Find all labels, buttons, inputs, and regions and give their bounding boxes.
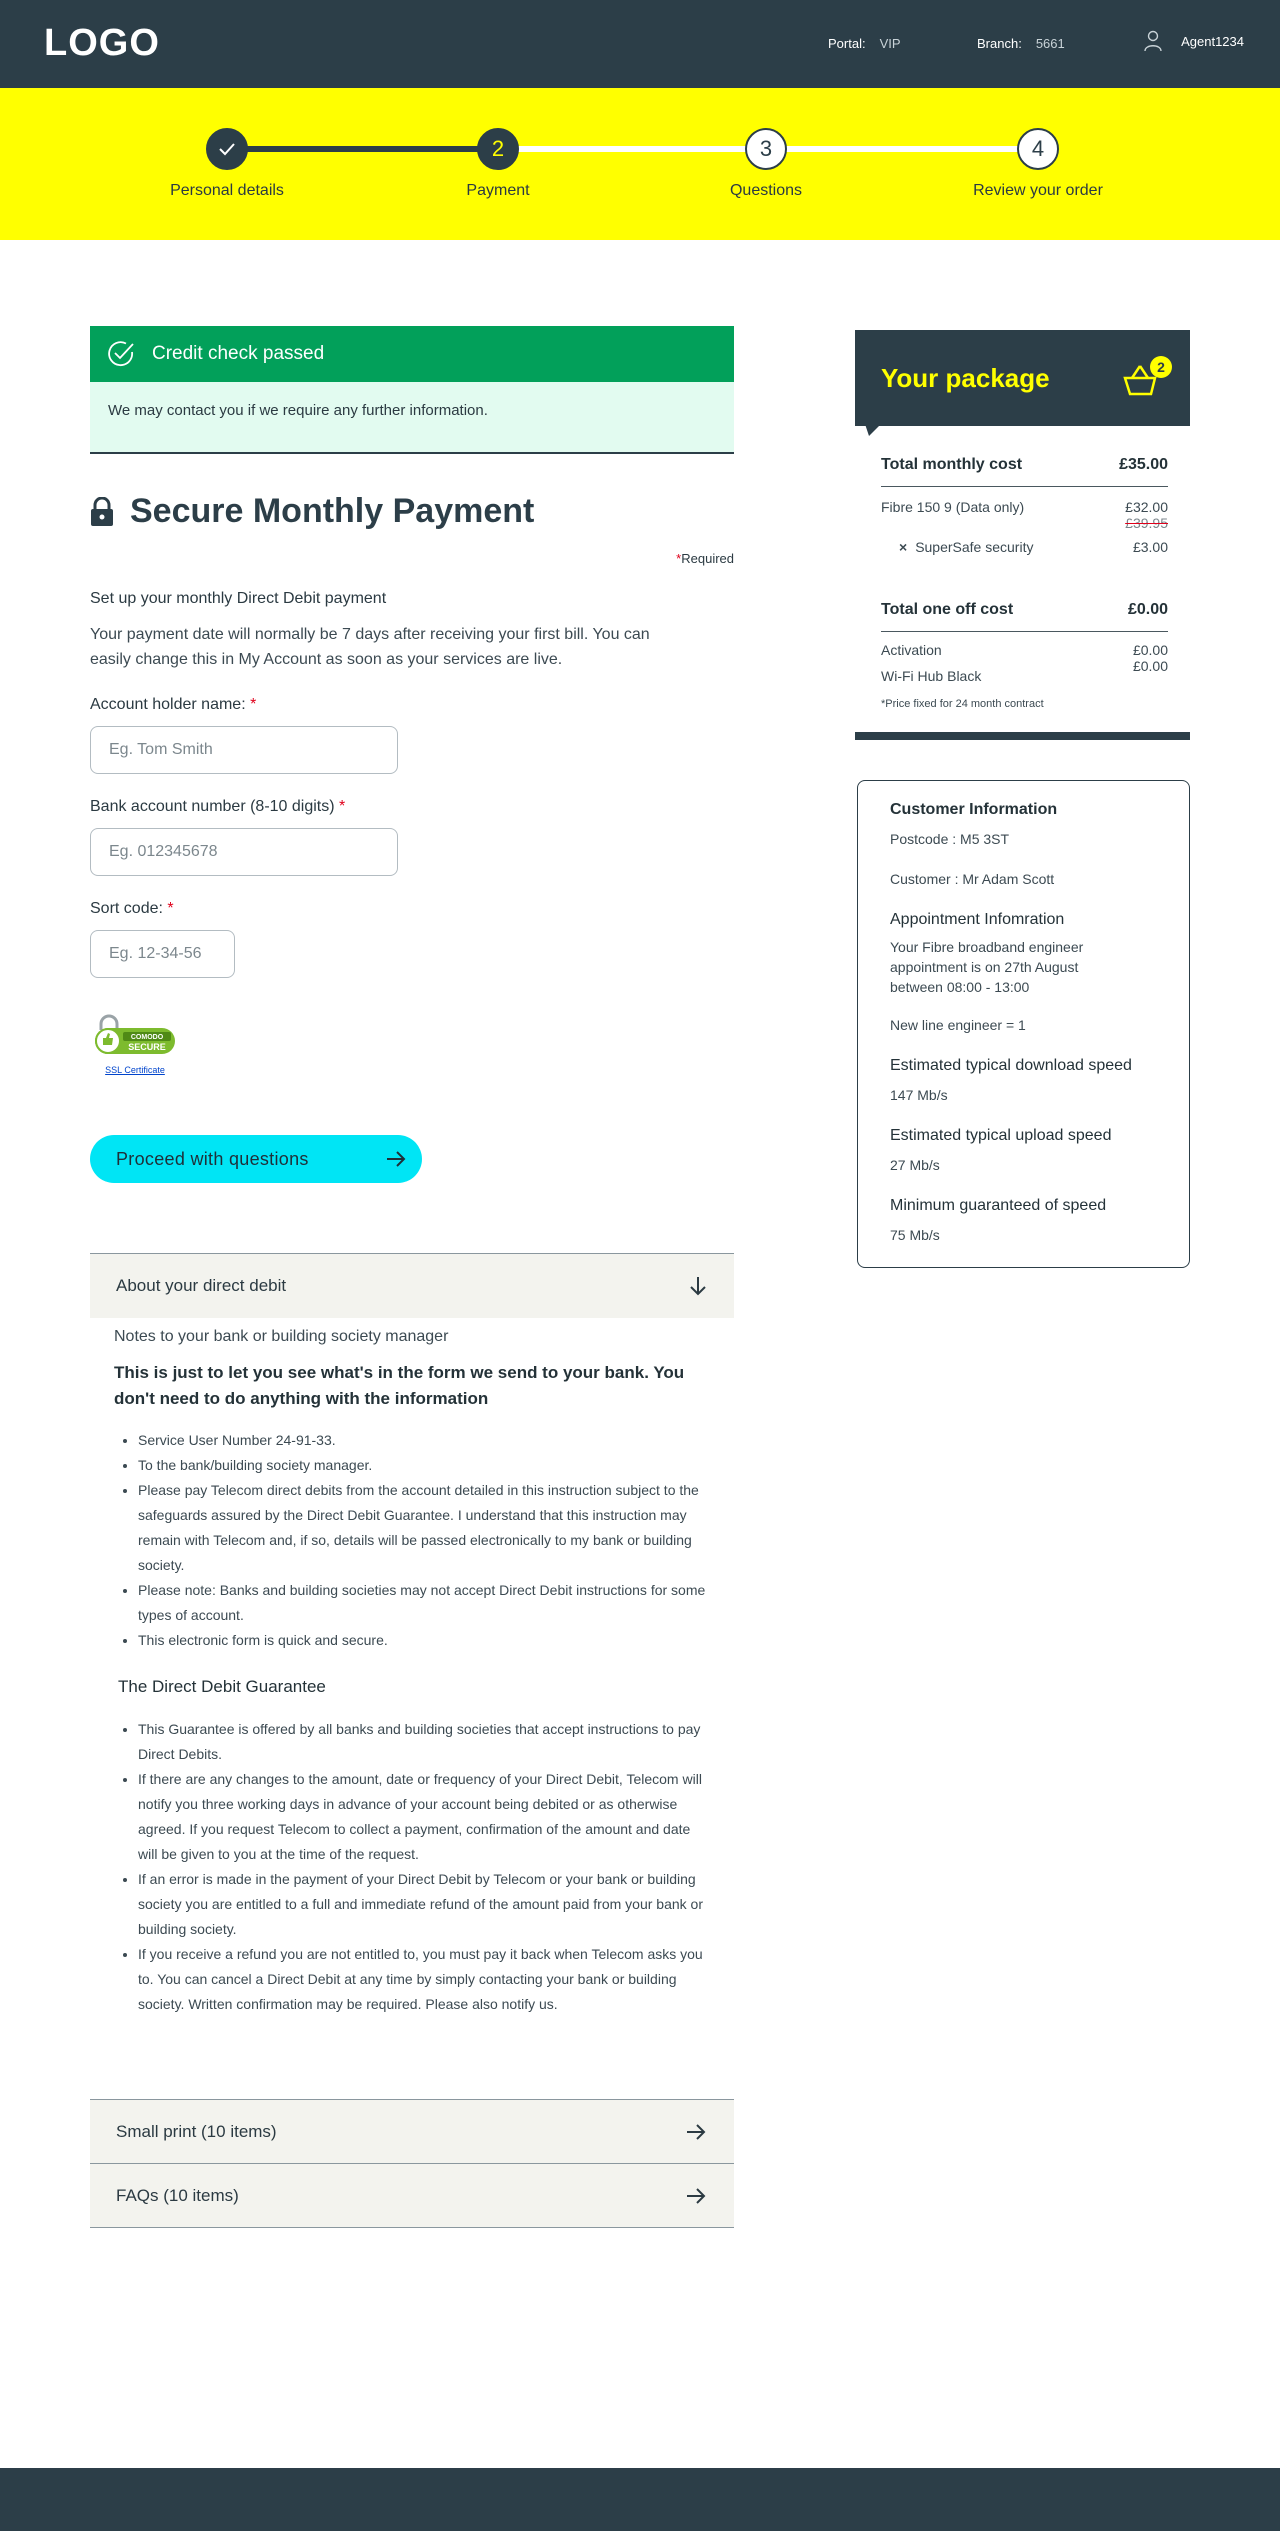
direct-debit-intro: Set up your monthly Direct Debit payment <box>90 590 387 607</box>
faqs-label: FAQs (10 items) <box>116 2185 239 2205</box>
lock-icon <box>90 497 114 527</box>
branch-value: 5661 <box>1035 36 1065 51</box>
direct-debit-accordion-header[interactable] <box>90 1254 734 1318</box>
ssl-badge-top: COMODO <box>130 1034 164 1041</box>
step-personal-details[interactable] <box>127 128 327 200</box>
sort-code-input[interactable] <box>90 930 235 978</box>
appointment-title: Appointment Infomration <box>890 911 1065 928</box>
min-speed-value: 75 Mb/s <box>890 1227 940 1243</box>
activation-row: Activation £0.00 <box>881 642 1168 658</box>
direct-debit-accordion <box>90 1253 734 2017</box>
accordion-title: About your direct debit <box>116 1276 287 1295</box>
customer-info-card <box>857 780 1190 1268</box>
portal-value: VIP <box>879 36 901 51</box>
sort-code-label: Sort code: * <box>90 900 174 917</box>
user-icon <box>1143 30 1163 52</box>
check-circle-icon <box>106 339 136 369</box>
guarantee-list <box>114 1717 710 2017</box>
list-item: • Please pay Telecom direct debits from the account detailed in this instruction subject to the safeguards assured by the Direct Debit Guarantee. I understand that this instruction may remain with Telecom and, if so, details will be passed electronically to my bank or building society. <box>138 1478 710 1578</box>
upload-speed-title: Estimated typical upload speed <box>890 1127 1112 1144</box>
check-icon <box>206 128 248 170</box>
list-item: • Please note: Banks and building societies may not accept Direct Debit instructions for some types of account. <box>138 1578 710 1628</box>
small-print-accordion[interactable] <box>90 2100 734 2164</box>
fibre-old-price: £39.95 <box>1125 515 1168 531</box>
step-review-order[interactable] <box>938 128 1138 200</box>
proceed-with-questions-button[interactable] <box>90 1135 422 1183</box>
account-holder-input[interactable] <box>90 726 398 774</box>
basket-button[interactable] <box>1122 358 1170 398</box>
list-item: • This Guarantee is offered by all banks and building societies that accept instructions to pay Direct Debits. <box>138 1717 710 1767</box>
basket-count-badge: 2 <box>1150 356 1172 378</box>
summary-column <box>855 330 1190 1268</box>
branch-info <box>977 36 1065 51</box>
ssl-badge-bottom: SECURE <box>128 1042 166 1052</box>
footer <box>0 2468 1280 2531</box>
guarantee-title: The Direct Debit Guarantee <box>118 1677 326 1696</box>
progress-stepper <box>0 88 1280 240</box>
package-body <box>855 426 1190 740</box>
postcode: Postcode : M5 3ST <box>890 831 1010 847</box>
portal-info <box>828 36 901 51</box>
agent-name: Agent1234 <box>1181 33 1244 49</box>
credit-check-title: Credit check passed <box>152 343 325 364</box>
step-questions[interactable] <box>666 128 866 200</box>
step-label: Review your order <box>973 182 1103 199</box>
arrow-right-icon <box>686 2188 706 2204</box>
hub-row: Wi-Fi Hub Black £0.00 <box>881 658 1168 684</box>
branch-label: Branch: <box>977 36 1022 51</box>
list-item: • If there are any changes to the amount, date or frequency of your Direct Debit, Telecom will notify you three working days in advance of your account being debited or as otherwise agreed. If you request Telecom to collect a payment, confirmation of the amount and date will be given to you at the time of the request. <box>138 1767 710 1867</box>
bank-account-input[interactable] <box>90 828 398 876</box>
page-title <box>90 492 734 531</box>
package-header <box>855 330 1190 426</box>
upload-speed-value: 27 Mb/s <box>890 1157 940 1173</box>
list-item: • If an error is made in the payment of your Direct Debit by Telecom or your bank or building society you are entitled to a full and immediate refund of the amount paid from your bank or building society. <box>138 1867 710 1942</box>
top-header <box>0 0 1280 88</box>
total-monthly-row: Total monthly cost £35.00 <box>881 456 1168 487</box>
fibre-row: Fibre 150 9 (Data only) £32.00 £39.95 <box>881 499 1168 531</box>
direct-debit-accordion-body <box>90 1328 734 2017</box>
step-label: Payment <box>466 182 530 199</box>
price-fixed-note: *Price fixed for 24 month contract <box>881 698 1044 710</box>
arrow-right-icon <box>686 2124 706 2140</box>
package-header-tail <box>865 424 881 436</box>
step-label: Questions <box>729 182 803 199</box>
download-speed-value: 147 Mb/s <box>890 1087 948 1103</box>
instruction-list <box>114 1428 710 1653</box>
agent-menu[interactable] <box>1143 30 1244 52</box>
small-print-label: Small print (10 items) <box>116 2121 277 2141</box>
step-payment[interactable] <box>398 128 598 200</box>
bank-account-label: Bank account number (8-10 digits) * <box>90 798 346 815</box>
list-item: • If you receive a refund you are not entitled to, you must pay it back when Telecom asks you to. You can cancel a Direct Debit at any time by simply contacting your bank or building society. Written confirmation may be required. Please also notify us. <box>138 1942 710 2017</box>
customer-info-title: Customer Information <box>890 801 1058 818</box>
package-title: Your package <box>881 362 1050 393</box>
comodo-secure-badge <box>91 1010 179 1058</box>
payment-date-info: Your payment date will normally be 7 days after receiving your first bill. You can easily change this in My Account as soon as your services are live. <box>90 626 650 668</box>
step-number: 2 <box>477 128 519 170</box>
security-row: × SuperSafe security £3.00 <box>899 539 1168 555</box>
arrow-right-icon <box>386 1151 406 1167</box>
faqs-accordion[interactable] <box>90 2164 734 2228</box>
bank-notes-lead: This is just to let you see what's in the form we send to your bank. You don't need to do anything with the information <box>114 1363 685 1408</box>
payment-column <box>90 326 734 2228</box>
list-item: • Service User Number 24-91-33. <box>138 1428 710 1453</box>
page-title-text: Secure Monthly Payment <box>130 492 535 530</box>
arrow-down-icon <box>690 1276 706 1296</box>
close-icon[interactable]: × <box>899 539 908 555</box>
customer-name: Customer : Mr Adam Scott <box>890 871 1055 887</box>
total-oneoff-row: Total one off cost £0.00 <box>881 601 1168 632</box>
credit-check-banner <box>90 326 734 382</box>
bank-notes-subheading: Notes to your bank or building society manager <box>114 1328 449 1345</box>
account-holder-label: Account holder name: * <box>90 696 257 713</box>
fibre-price: £32.00 <box>1125 499 1168 515</box>
step-label: Personal details <box>170 182 284 199</box>
credit-check-message: We may contact you if we require any further information. <box>90 382 734 454</box>
list-item: • This electronic form is quick and secure. <box>138 1628 710 1653</box>
ssl-badge <box>90 1010 180 1075</box>
step-number: 4 <box>1017 128 1059 170</box>
logo[interactable]: LOGO <box>44 22 160 64</box>
required-note: *Required <box>676 551 734 566</box>
proceed-label: Proceed with questions <box>116 1148 309 1169</box>
download-speed-title: Estimated typical download speed <box>890 1057 1132 1074</box>
appointment-text: Your Fibre broadband engineer appointment is on 27th August between 08:00 - 13:00 <box>890 939 1084 995</box>
engineer-count: New line engineer = 1 <box>890 1017 1026 1033</box>
ssl-certificate-link[interactable]: SSL Certificate <box>105 1065 165 1075</box>
portal-label: Portal: <box>828 36 866 51</box>
info-accordions <box>90 2099 734 2228</box>
step-number: 3 <box>745 128 787 170</box>
list-item: • To the bank/building society manager. <box>138 1453 710 1478</box>
min-speed-title: Minimum guaranteed of speed <box>890 1197 1107 1214</box>
